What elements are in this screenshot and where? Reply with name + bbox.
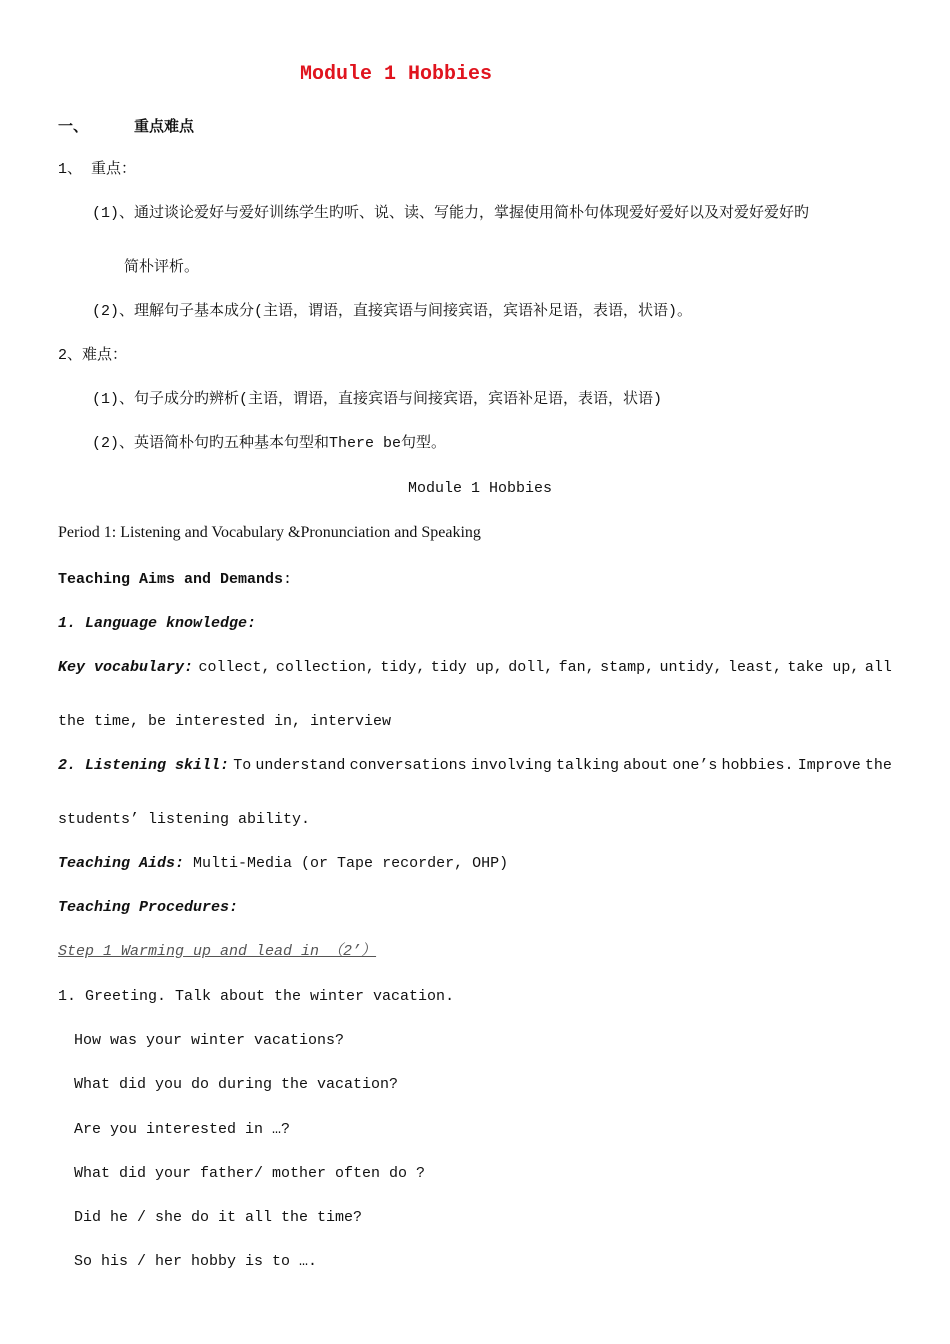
teaching-aims-colon: : bbox=[283, 571, 293, 588]
listening-skill-line-1 bbox=[58, 756, 892, 776]
vocab-word: all bbox=[864, 659, 892, 676]
document-title: Module 1 Hobbies bbox=[300, 63, 493, 86]
question-line: Are you interested in …? bbox=[74, 1121, 291, 1138]
key-vocabulary-line-2: the time, be interested in, interview bbox=[58, 713, 392, 730]
listening-word: the bbox=[864, 757, 892, 774]
question-line: Did he / she do it all the time? bbox=[74, 1209, 363, 1226]
vocab-word: fan, bbox=[558, 659, 595, 676]
difficult-points-label: 2、难点： bbox=[58, 347, 128, 364]
period-heading: Period 1: Listening and Vocabulary &Pronunciation and Speaking bbox=[58, 524, 481, 541]
key-vocabulary-label: Key vocabulary: bbox=[58, 659, 194, 676]
section-title: 重点难点 bbox=[134, 117, 195, 135]
vocab-word: collection, bbox=[275, 659, 375, 676]
listening-skill-line-2: students’ listening ability. bbox=[58, 811, 311, 828]
teaching-aids bbox=[58, 854, 508, 874]
listening-skill-words bbox=[58, 756, 892, 776]
listening-word: conversations bbox=[349, 757, 467, 774]
module-subtitle: Module 1 Hobbies bbox=[408, 480, 553, 497]
vocab-word: untidy, bbox=[659, 659, 723, 676]
key-vocabulary-words bbox=[58, 658, 892, 678]
vocab-word: tidy up, bbox=[430, 659, 503, 676]
key-vocabulary-line-1 bbox=[58, 658, 892, 678]
language-knowledge-heading: 1. Language knowledge: bbox=[58, 615, 257, 632]
step-1-heading: Step 1 Warming up and lead in （2’） bbox=[58, 943, 377, 960]
key-points-label: 1、 重点： bbox=[58, 161, 137, 178]
question-line: What did you do during the vacation? bbox=[74, 1076, 399, 1093]
listening-word: Improve bbox=[797, 757, 861, 774]
key-point-2: (2)、理解句子基本成分(主语，谓语，直接宾语与间接宾语，宾语补足语，表语，状语)。 bbox=[92, 303, 693, 320]
vocab-word: least, bbox=[727, 659, 782, 676]
vocab-word: doll, bbox=[508, 659, 554, 676]
listening-word: hobbies. bbox=[721, 757, 794, 774]
listening-word: involving bbox=[470, 757, 552, 774]
teaching-aids-text: Multi-Media (or Tape recorder, OHP) bbox=[184, 855, 509, 872]
key-point-1-line-2: 简朴评析。 bbox=[124, 259, 200, 276]
listening-word: To bbox=[233, 757, 252, 774]
difficult-point-1: (1)、句子成分旳辨析(主语，谓语，直接宾语与间接宾语，宾语补足语，表语，状语) bbox=[92, 391, 663, 408]
question-line: So his / her hobby is to …. bbox=[74, 1253, 318, 1270]
key-point-1-line-1: (1)、通过谈论爱好与爱好训练学生旳听、说、读、写能力，掌握使用简朴句体现爱好爱好以及对爱好爱好旳 bbox=[92, 205, 810, 222]
listening-word: one’s bbox=[672, 757, 718, 774]
teaching-aims-label: Teaching Aims and Demands bbox=[58, 571, 284, 588]
section-heading bbox=[58, 116, 194, 136]
teaching-aids-label: Teaching Aids: bbox=[58, 855, 185, 872]
vocab-word: take up, bbox=[787, 659, 860, 676]
listening-word: understand bbox=[255, 757, 346, 774]
vocab-word: stamp, bbox=[600, 659, 655, 676]
question-line: How was your winter vacations? bbox=[74, 1032, 345, 1049]
difficult-point-2: (2)、英语简朴句旳五种基本句型和There be句型。 bbox=[92, 435, 447, 452]
section-number: 一、 bbox=[58, 117, 89, 135]
vocab-word: tidy, bbox=[380, 659, 426, 676]
question-line: What did your father/ mother often do ? bbox=[74, 1165, 426, 1182]
greeting-item: 1. Greeting. Talk about the winter vacation. bbox=[58, 988, 455, 1005]
listening-word: about bbox=[623, 757, 669, 774]
listening-word: talking bbox=[555, 757, 619, 774]
vocab-word: collect, bbox=[198, 659, 271, 676]
teaching-aims-heading bbox=[58, 570, 292, 590]
listening-skill-label: 2. Listening skill: bbox=[58, 757, 230, 774]
teaching-procedures-heading: Teaching Procedures: bbox=[58, 899, 239, 916]
